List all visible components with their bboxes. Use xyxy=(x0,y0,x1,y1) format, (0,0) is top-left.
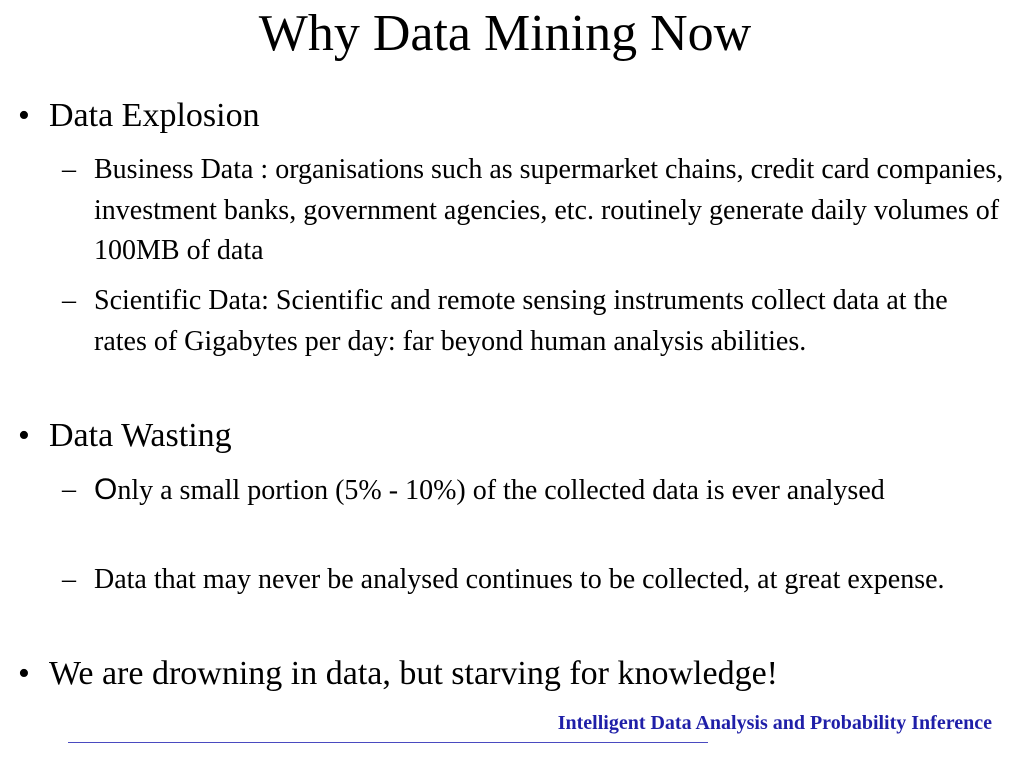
footer-divider xyxy=(68,742,708,743)
dash-icon: – xyxy=(62,154,76,185)
slide-title: Why Data Mining Now xyxy=(258,5,752,62)
bullet-text: Data Explosion xyxy=(49,97,260,134)
sub-item-rest: nly a small portion (5% - 10%) of the collected data is ever analysed xyxy=(117,475,885,506)
bullet-text: We are drowning in data, but starving for knowledge! xyxy=(49,655,778,692)
bullet-data-explosion xyxy=(18,96,1008,136)
sub-item-text xyxy=(94,470,1007,512)
sub-item-text: Scientific Data: Scientific and remote sensing instruments collect data at the rates of Gigabytes per day: far beyond human analysis abilities. xyxy=(94,285,948,357)
sub-item-text: Data that may never be analysed continues to be collected, at great expense. xyxy=(94,564,945,595)
sub-item-scientific-data xyxy=(62,281,1007,362)
sub-item-business-data xyxy=(62,150,1007,272)
bullet-drowning-in-data xyxy=(18,654,1008,694)
sub-item-small-portion xyxy=(62,470,1007,512)
sub-item-text: Business Data : organisations such as supermarket chains, credit card companies, investment banks, government agencies, etc. routinely generate daily volumes of 100MB of data xyxy=(94,154,1004,266)
bullet-icon: • xyxy=(18,97,30,134)
bullet-text: Data Wasting xyxy=(49,417,232,454)
bullet-icon: • xyxy=(18,655,30,692)
dash-icon: – xyxy=(62,474,76,505)
footer-course-title: Intelligent Data Analysis and Probability Inference xyxy=(557,712,992,734)
dash-icon: – xyxy=(62,285,76,316)
bullet-data-wasting xyxy=(18,416,1008,456)
dash-icon: – xyxy=(62,564,76,595)
bullet-icon: • xyxy=(18,417,30,454)
sub-item-lead-letter: O xyxy=(94,473,118,506)
sub-item-never-analysed xyxy=(62,560,1007,601)
